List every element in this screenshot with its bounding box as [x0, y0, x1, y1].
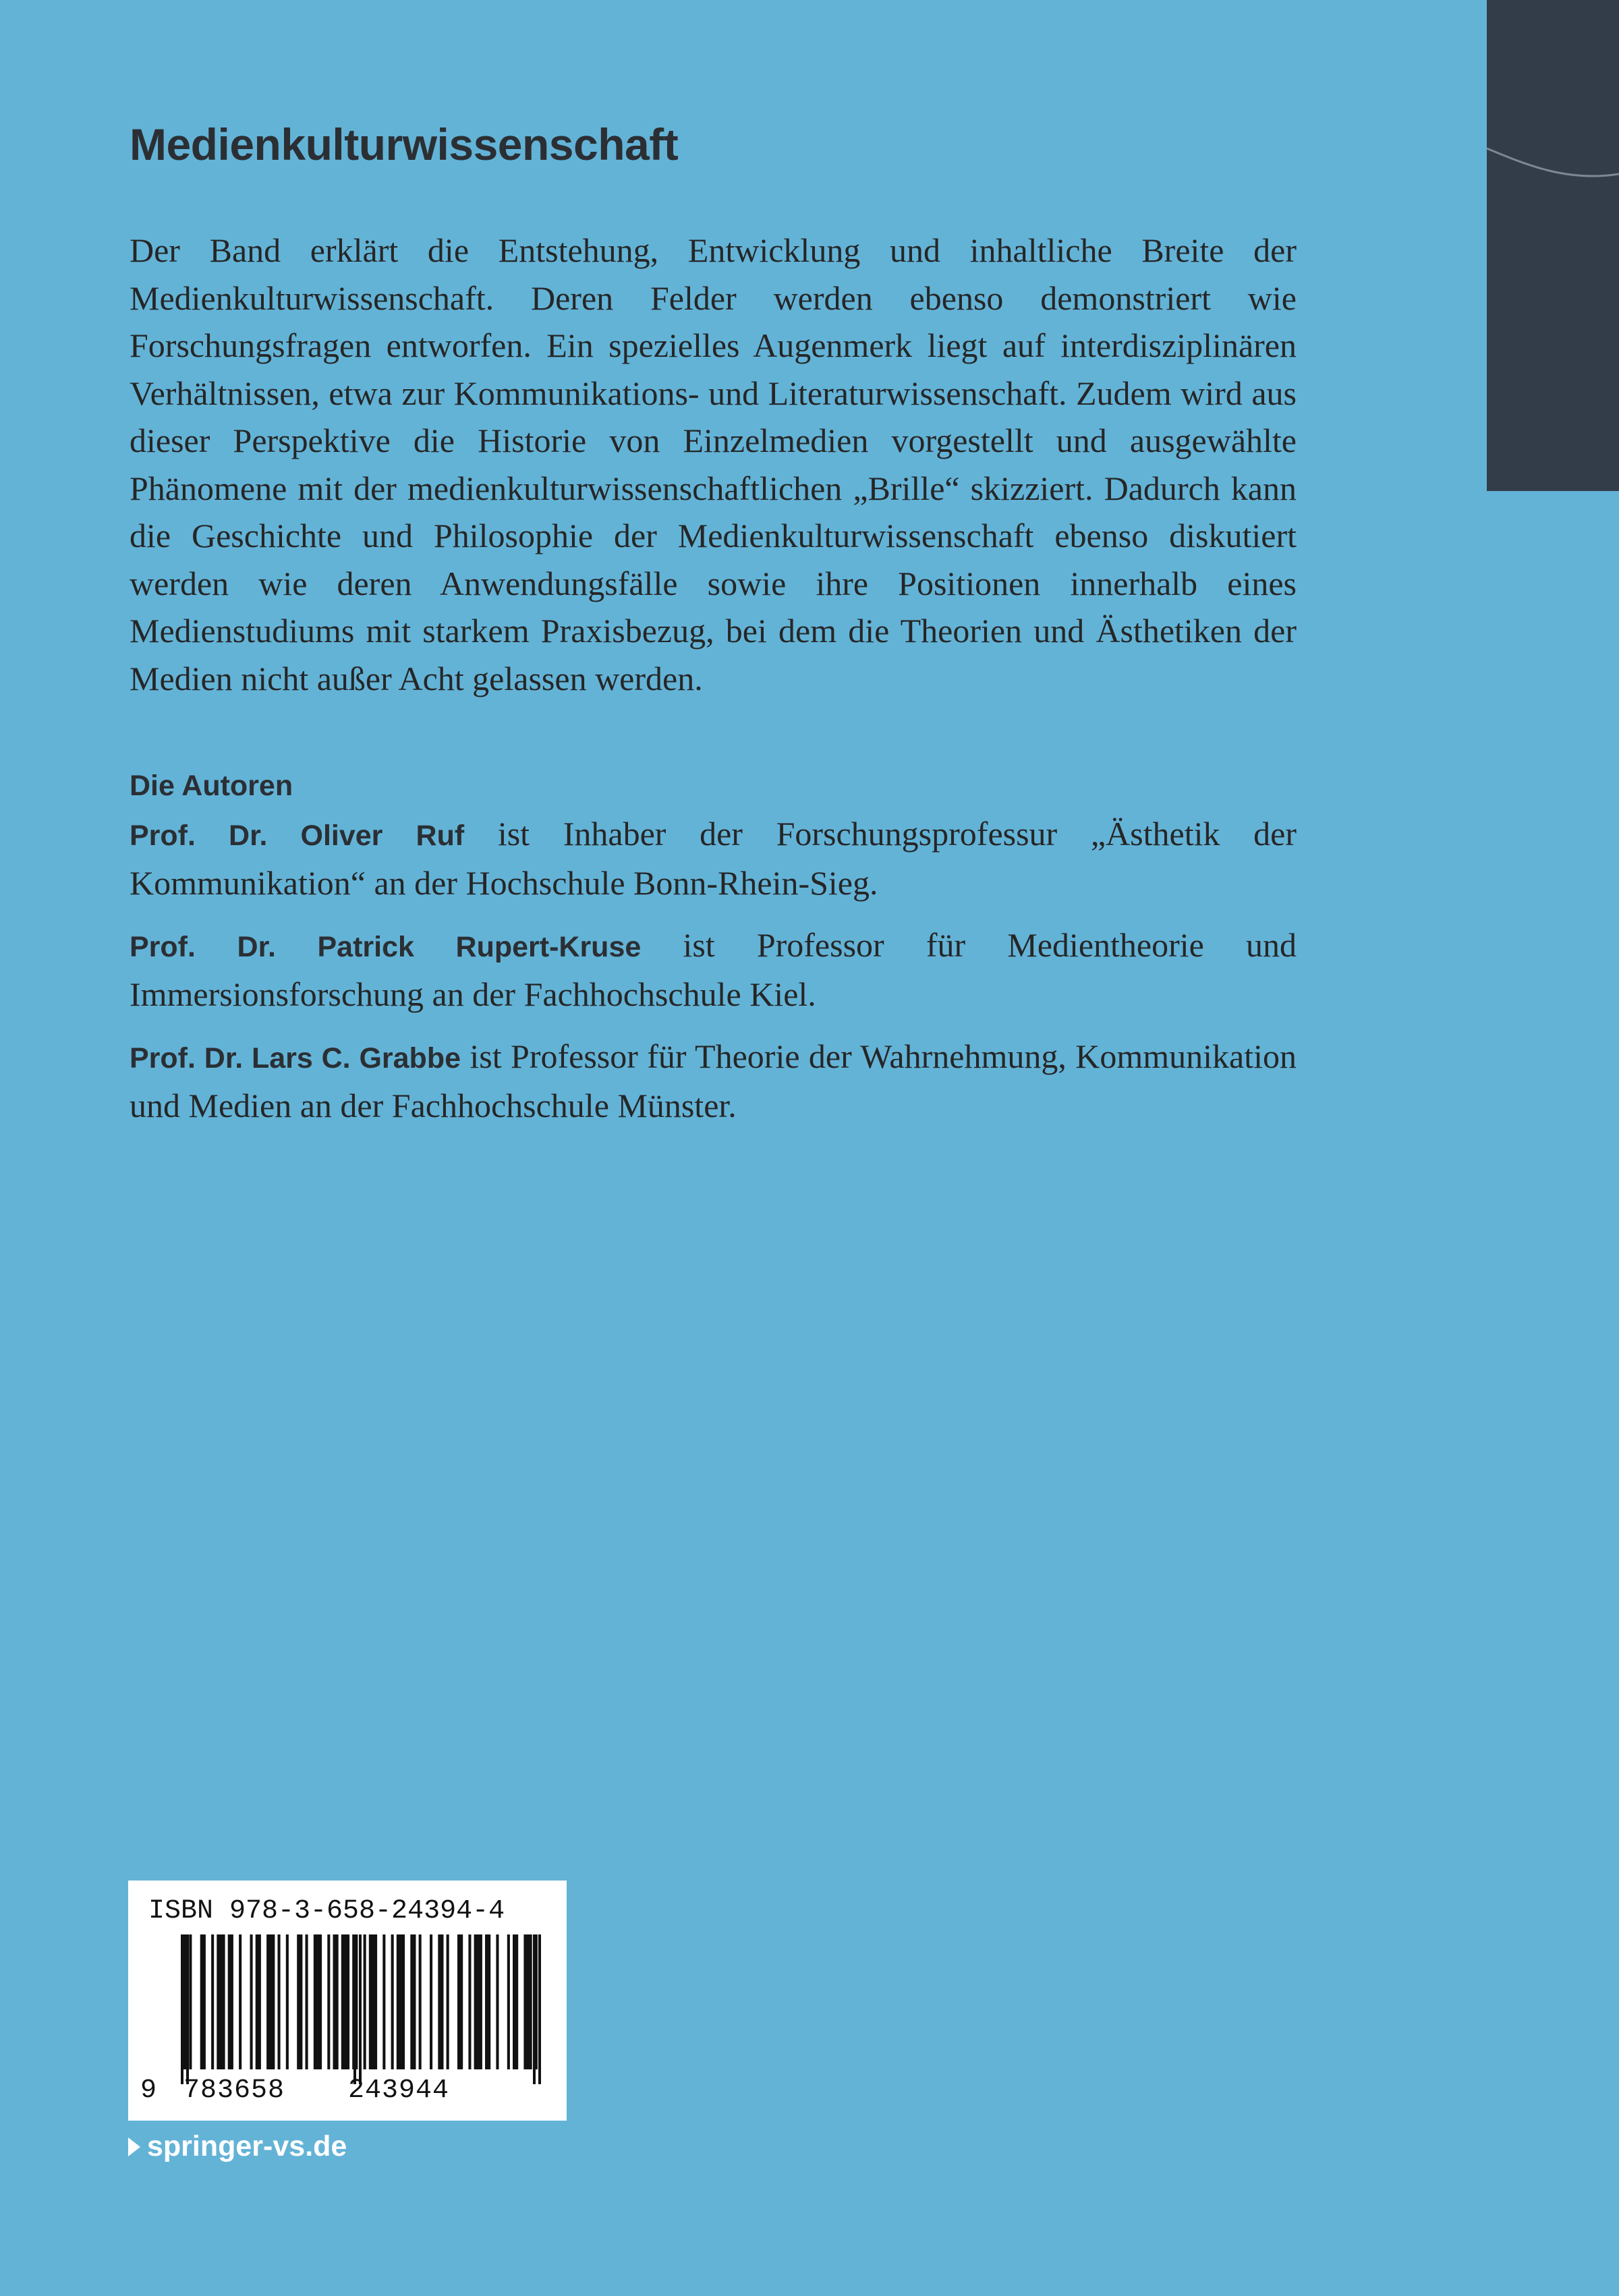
barcode-bar — [447, 1934, 449, 2069]
barcode-bar — [278, 1934, 281, 2069]
barcode-guard-bar — [533, 1934, 536, 2084]
barcode-bar — [217, 1934, 225, 2069]
barcode-bar — [250, 1934, 253, 2069]
author-description: ist Inhaber der Forschungsprofessur „Ästhetik der Kommunikation“ an der Hochschule Bonn-Rhein-Sieg. — [130, 814, 1297, 902]
barcode-bar — [189, 1934, 192, 2069]
barcode-bar — [256, 1934, 261, 2069]
barcode-bar — [382, 1934, 385, 2069]
barcode-guard-bar — [181, 1934, 183, 2084]
barcode-bar — [391, 1934, 394, 2069]
barcode-bar — [200, 1934, 206, 2069]
barcode-bar — [513, 1934, 518, 2069]
authors-heading: Die Autoren — [130, 770, 293, 802]
barcode-bar — [239, 1934, 242, 2069]
book-title: Medienkulturwissenschaft — [130, 119, 679, 169]
barcode-digit-first: 9 — [140, 2075, 157, 2106]
barcode-bar — [297, 1934, 302, 2069]
corner-decoration — [1487, 0, 1619, 491]
publisher-website[interactable] — [128, 2130, 347, 2163]
barcode-bar — [457, 1934, 463, 2069]
barcode-guard-bar — [353, 1934, 356, 2084]
barcode-bar — [523, 1934, 532, 2069]
barcode-bar — [228, 1934, 233, 2069]
barcode-bar — [410, 1934, 416, 2069]
barcode-bar — [419, 1934, 422, 2069]
barcode-bar — [211, 1934, 214, 2069]
barcode-bar — [369, 1934, 377, 2069]
author-bio — [130, 921, 1297, 1018]
author-name: Prof. Dr. Patrick Rupert-Kruse — [130, 930, 642, 963]
barcode-bar — [496, 1934, 499, 2069]
website-url: springer-vs.de — [147, 2130, 347, 2162]
barcode-bar — [333, 1934, 339, 2069]
barcode-bar — [266, 1934, 275, 2069]
barcode-bar — [430, 1934, 432, 2069]
barcode-guard-bar — [538, 1934, 541, 2084]
author-bio — [130, 810, 1297, 907]
barcode-bar — [327, 1934, 330, 2069]
author-name: Prof. Dr. Lars C. Grabbe — [130, 1041, 461, 1074]
barcode-bar — [364, 1934, 366, 2069]
barcode-bar — [468, 1934, 471, 2069]
barcode-bar — [397, 1934, 405, 2069]
barcode-bar — [314, 1934, 322, 2069]
author-name: Prof. Dr. Oliver Ruf — [130, 819, 465, 852]
barcode-bar — [485, 1934, 490, 2069]
corner-curve-graphic — [1487, 0, 1619, 491]
isbn-label: ISBN 978-3-658-24394-4 — [148, 1896, 505, 1926]
authors-section — [130, 762, 1297, 1144]
barcode-guard-bar — [186, 1934, 189, 2084]
book-description: Der Band erklärt die Entstehung, Entwicklung und inhaltliche Breite der Medienkulturwissenschaft. Deren Felder werden ebenso demonstriert wie Forschungsfragen entworfen. Ein spezielles Augenmerk liegt auf interdisziplinären Verhältnissen, etwa zur Kommunikations- und Literaturwissenschaft. Zudem wird aus dieser Perspektive die Historie von Einzelmedien vorgestellt und ausgewählte Phänomene mit der medienkulturwissenschaftlichen „Brille“ skizziert. Dadurch kann die Geschichte und Philosophie der Medienkulturwissenschaft ebenso diskutiert werden wie deren Anwendungsfälle sowie ihre Positionen innerhalb eines Medienstudiums mit starkem Praxisbezug, bei dem die Theorien und Ästhetiken der Medien nicht außer Acht gelassen werden. — [130, 231, 1297, 697]
author-bio — [130, 1033, 1297, 1130]
author-description: ist Professor für Theorie der Wahrnehmung, Kommunikation und Medien an der Fachhochschule Münster. — [130, 1037, 1297, 1124]
isbn-barcode-box — [128, 1881, 567, 2121]
barcode-digits-left: 783658 — [183, 2075, 285, 2106]
barcode-bar — [341, 1934, 349, 2069]
barcode-guard-bar — [359, 1934, 362, 2084]
barcode-digits-right: 243944 — [348, 2075, 450, 2106]
barcode-bar — [507, 1934, 510, 2069]
barcode-bar — [286, 1934, 289, 2069]
arrow-right-icon — [128, 2137, 140, 2156]
author-description: ist Professor für Medientheorie und Immersionsforschung an der Fachhochschule Kiel. — [130, 925, 1297, 1013]
barcode-bar — [306, 1934, 308, 2069]
barcode-bar — [438, 1934, 443, 2069]
barcode-bar — [474, 1934, 482, 2069]
